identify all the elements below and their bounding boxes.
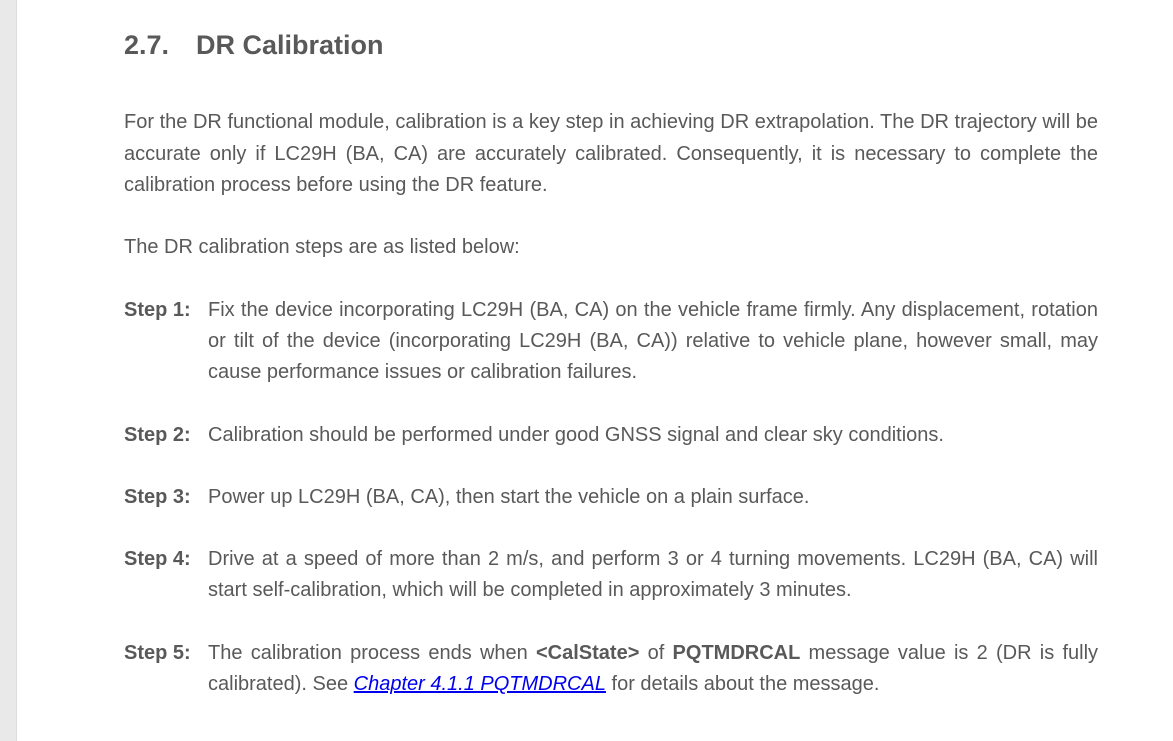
page-left-margin <box>0 0 17 741</box>
step-text-segment: The calibration process ends when <box>208 642 536 664</box>
step-item <box>124 420 1098 451</box>
step-text: Calibration should be performed under good GNSS signal and clear sky conditions. <box>208 424 944 446</box>
step-label: Step 5: <box>124 642 191 664</box>
step-text: Drive at a speed of more than 2 m/s, and perform 3 or 4 turning movements. LC29H (BA, CA) will start self-calibration, which will be completed in approximately 3 minutes. <box>208 548 1098 601</box>
calstate-field: <CalState> <box>536 642 640 664</box>
section-title: DR Calibration <box>196 30 384 60</box>
step-label: Step 3: <box>124 486 191 508</box>
step-text-segment: of <box>639 642 673 664</box>
step-item <box>124 544 1098 606</box>
step-label: Step 2: <box>124 424 191 446</box>
pqtmdrcal-message-name: PQTMDRCAL <box>672 642 801 664</box>
step-item <box>124 482 1098 513</box>
step-text-segment: message value is 2 (DR is fully calibrated). See <box>208 642 1099 695</box>
step-text: Power up LC29H (BA, CA), then start the vehicle on a plain surface. <box>208 486 810 508</box>
step-text: Fix the device incorporating LC29H (BA, CA) on the vehicle frame firmly. Any displacement, rotation or tilt of the device (incorporating LC29H (BA, CA)) relative to vehicle plane, however small, may cause performance issues or calibration failures. <box>208 299 1098 383</box>
step-text-segment: for details about the message. <box>605 673 880 695</box>
section-heading <box>124 28 384 62</box>
section-number: 2.7. <box>124 30 170 60</box>
steps-intro-paragraph: The DR calibration steps are as listed below: <box>124 236 520 258</box>
step-label: Step 4: <box>124 548 191 570</box>
intro-paragraph: For the DR functional module, calibration is a key step in achieving DR extrapolation. The DR trajectory will be accurate only if LC29H (BA, CA) are accurately calibrated. Consequently, it is necessary to complete the calibration process before using the DR feature. <box>124 111 1098 196</box>
step-item <box>124 638 1098 700</box>
step-item <box>124 295 1098 388</box>
chapter-link[interactable]: Chapter 4.1.1 PQTMDRCAL <box>353 673 606 695</box>
step-text <box>208 638 1098 700</box>
step-label: Step 1: <box>124 299 191 321</box>
